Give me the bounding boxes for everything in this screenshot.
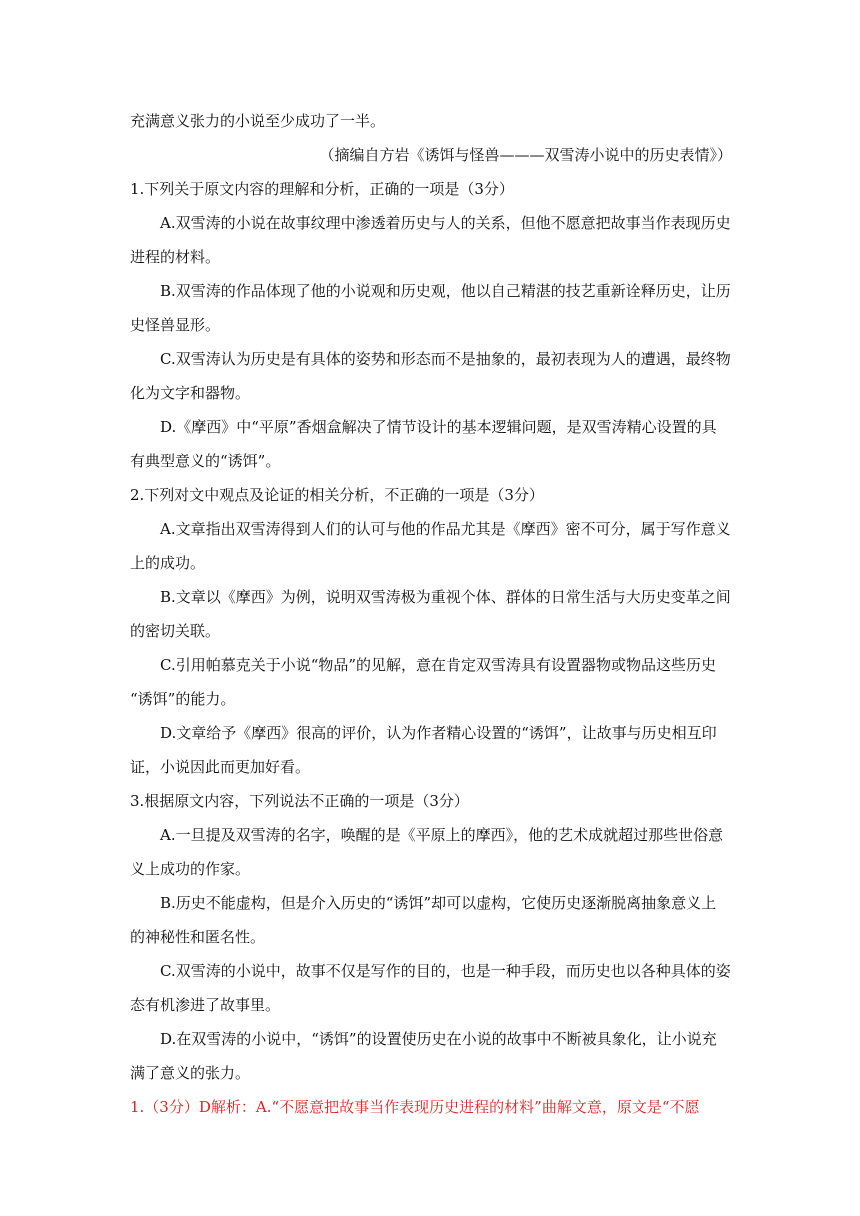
question-1-option-d: [130, 410, 732, 478]
question-2-option-c: [130, 648, 732, 716]
option-line: 进程的材料。: [130, 248, 221, 266]
question-1-option-a: [130, 206, 732, 274]
question-3-option-c: [130, 954, 732, 1022]
option-line: 史怪兽显形。: [130, 316, 221, 334]
option-line: 的密切关联。: [130, 622, 221, 640]
option-line: A.文章指出双雪涛得到人们的认可与他的作品尤其是《摩西》密不可分，属于写作意义: [160, 520, 731, 538]
option-line: C.双雪涛认为历史是有具体的姿势和形态而不是抽象的，最初表现为人的遭遇，最终物: [160, 350, 731, 368]
option-line: 有典型意义的“诱饵”。: [130, 452, 281, 470]
question-2-stem: 2.下列对文中观点及论证的相关分析，不正确的一项是（3分）: [130, 486, 544, 504]
option-line: 义上成功的作家。: [130, 860, 251, 878]
option-line: D.文章给予《摩西》很高的评价，认为作者精心设置的“诱饵”，让故事与历史相互印: [160, 724, 717, 742]
option-line: B.文章以《摩西》为例，说明双雪涛极为重视个体、群体的日常生活与大历史变革之间: [160, 588, 731, 606]
option-line: 的神秘性和匿名性。: [130, 928, 266, 946]
question-2-option-d: [130, 716, 732, 784]
option-line: “诱饵”的能力。: [130, 690, 236, 708]
question-3-option-a: [130, 818, 732, 886]
question-3-option-d: [130, 1022, 732, 1090]
answer-explanation: 1.（3分）D解析：A.“不愿意把故事当作表现历史进程的材料”曲解文意，原文是“不愿: [130, 1098, 700, 1116]
question-1-option-b: [130, 274, 732, 342]
option-line: 化为文字和器物。: [130, 384, 251, 402]
option-line: 证，小说因此而更加好看。: [130, 758, 311, 776]
option-line: 态有机渗进了故事里。: [130, 996, 281, 1014]
option-line: C.引用帕慕克关于小说“物品”的见解，意在肯定双雪涛具有设置器物或物品这些历史: [160, 656, 717, 674]
option-line: A.双雪涛的小说在故事纹理中渗透着历史与人的关系，但他不愿意把故事当作表现历史: [160, 214, 731, 232]
question-3-stem: 3.根据原文内容，下列说法不正确的一项是（3分）: [130, 792, 469, 810]
option-line: D.在双雪涛的小说中，“诱饵”的设置使历史在小说的故事中不断被具象化，让小说充: [160, 1030, 717, 1048]
document-page: [130, 104, 732, 1124]
option-line: A.一旦提及双雪涛的名字，唤醒的是《平原上的摩西》，他的艺术成就超过那些世俗意: [160, 826, 724, 844]
option-line: B.历史不能虚构，但是介入历史的“诱饵”却可以虚构，它使历史逐渐脱离抽象意义上: [160, 894, 717, 912]
question-3-option-b: [130, 886, 732, 954]
option-line: D.《摩西》中“平原”香烟盒解决了情节设计的基本逻辑问题，是双雪涛精心设置的具: [160, 418, 717, 436]
option-line: C.双雪涛的小说中，故事不仅是写作的目的，也是一种手段，而历史也以各种具体的姿: [160, 962, 731, 980]
source-citation: （摘编自方岩《诱饵与怪兽———双雪涛小说中的历史表情》）: [319, 146, 732, 164]
question-2-option-b: [130, 580, 732, 648]
question-2-option-a: [130, 512, 732, 580]
question-1-stem: 1.下列关于原文内容的理解和分析，正确的一项是（3分）: [130, 180, 514, 198]
intro-tail: 充满意义张力的小说至少成功了一半。: [130, 112, 386, 130]
option-line: 上的成功。: [130, 554, 206, 572]
option-line: B.双雪涛的作品体现了他的小说观和历史观，他以自己精湛的技艺重新诠释历史，让历: [160, 282, 731, 300]
option-line: 满了意义的张力。: [130, 1064, 251, 1082]
question-1-option-c: [130, 342, 732, 410]
